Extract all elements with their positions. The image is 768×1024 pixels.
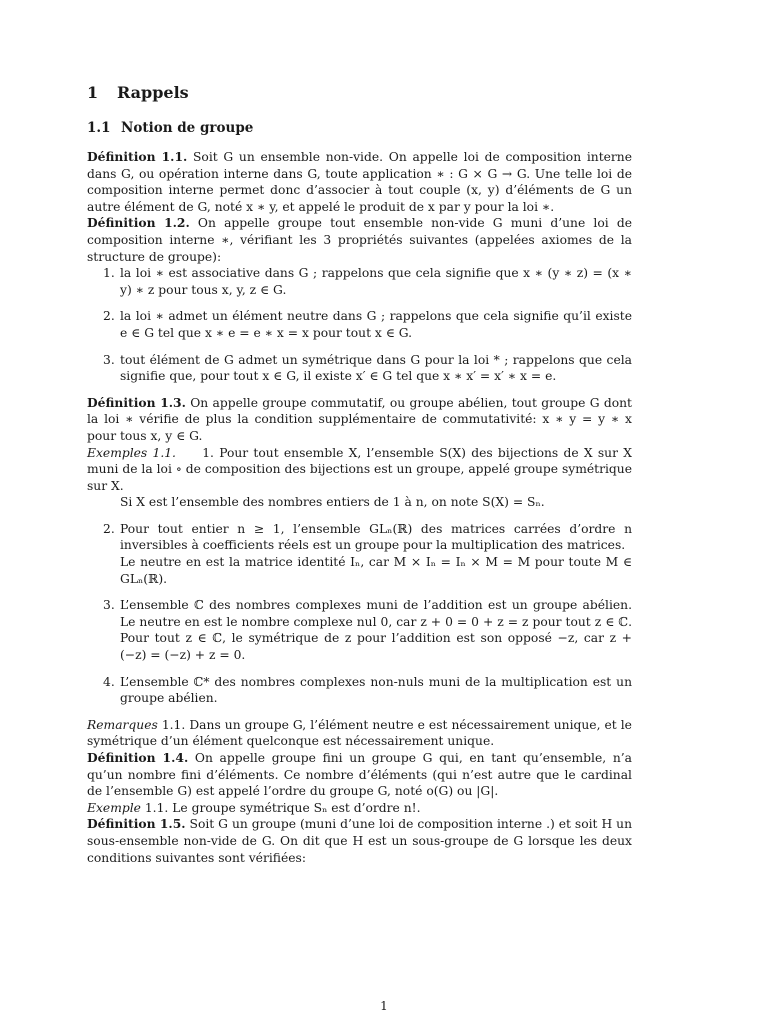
definition-text: On appelle groupe commutatif, ou groupe abélien, tout groupe G dont la loi ∗ vérifie de plus la condition supplémentaire de commutativité: x ∗ y = y ∗ x pour tous x, y ∈ G. <box>87 395 632 443</box>
page-number: 1 <box>380 999 388 1013</box>
list-item-text: la loi ∗ admet un élément neutre dans G ; rappelons que cela signifie qu’il existe e ∈ G tel que x ∗ e = e ∗ x = x pour tout x ∈ G. <box>120 309 632 340</box>
list-item-text: la loi ∗ est associative dans G ; rappelons que cela signifie que x ∗ (y ∗ z) = (x ∗ y) ∗ z pour tous x, y, z ∈ G. <box>120 266 632 297</box>
definition-label: Définition 1.5. <box>87 816 186 832</box>
list-number: 1. <box>103 266 115 281</box>
remarks-text: Dans un groupe G, l’élément neutre e est nécessairement unique, et le symétrique d’un élément quelconque est nécessairement unique. <box>87 717 632 749</box>
remarks-1-1 <box>87 717 632 750</box>
list-item <box>87 308 632 341</box>
list-item <box>87 674 632 707</box>
definition-text: On appelle groupe tout ensemble non-vide G muni d’une loi de composition interne ∗, vérifiant les 3 propriétés suivantes (appelées axiomes de la structure de groupe): <box>87 216 632 264</box>
example-number: 1.1. <box>144 800 169 815</box>
example-1-extra: Si X est l’ensemble des nombres entiers de 1 à n, on note S(X) = Sₙ. <box>120 495 545 510</box>
definition-text: Soit G un groupe (muni d’une loi de composition interne .) et soit H un sous-ensemble non-vide de G. On dit que H est un sous-groupe de G lorsque les deux conditions suivantes sont vérifiées: <box>87 817 632 865</box>
subsection-title: Notion de groupe <box>121 120 254 136</box>
definition-label: Définition 1.3. <box>87 394 186 410</box>
examples-block <box>87 445 632 707</box>
definition-label: Définition 1.1. <box>87 149 188 164</box>
list-item-text: Pour tout entier n ≥ 1, l’ensemble GLₙ(ℝ) des matrices carrées d’ordre n inversibles à coefficients réels est un groupe pour la multiplication des matrices. <box>120 521 632 553</box>
list-item <box>87 265 632 298</box>
remarks-label: Remarques <box>87 717 158 732</box>
definition-text: Soit G un ensemble non-vide. On appelle loi de composition interne dans G, ou opération interne dans G, toute application ∗ : G × G → G. Une telle loi de composition interne permet donc d’associer à tout couple (x, y) d’éléments de G un autre élément de G, noté x ∗ y, et appelé le produit de x par y pour la loi ∗. <box>87 150 632 214</box>
list-item <box>87 597 632 663</box>
definition-label: Définition 1.2. <box>87 215 190 231</box>
list-number: 2. <box>103 521 115 536</box>
list-item-text: L’ensemble ℂ* des nombres complexes non-nuls muni de la multiplication est un groupe abélien. <box>120 674 632 706</box>
section-heading <box>87 80 632 106</box>
list-number: 3. <box>103 598 115 613</box>
remarks-number: 1.1. <box>161 717 186 732</box>
example-label: Exemple <box>87 800 141 815</box>
definition-1-5 <box>87 816 632 866</box>
subsection-number: 1.1 <box>87 120 111 136</box>
group-axioms-list <box>87 265 632 385</box>
list-number: 3. <box>103 352 115 367</box>
definition-text: On appelle groupe fini un groupe G qui, en tant qu’ensemble, n’a qu’un nombre fini d’éléments. Ce nombre d’éléments (qui n’est autre que le cardinal de l’ensemble G) est appelé l’ordre du groupe G, noté o(G) ou |G|. <box>87 751 632 799</box>
list-item-text: Pour tout ensemble X, l’ensemble S(X) des bijections de X sur X muni de la loi ∘ de composition des bijections est un groupe, appelé groupe symétrique sur X. <box>87 445 632 493</box>
example-text: Le groupe symétrique Sₙ est d’ordre n!. <box>172 800 421 815</box>
list-item-text: L’ensemble ℂ des nombres complexes muni de l’addition est un groupe abélien. Le neutre en est le nombre complexe nul 0, car z + 0 = 0 + z = z pour tout z ∈ ℂ. Pour tout z ∈ ℂ, le symétrique de z pour l’addition est son opposé −z, car z + (−z) = (−z) + z = 0. <box>120 598 632 663</box>
list-number: 1. <box>202 445 214 460</box>
section-title: Rappels <box>117 83 189 102</box>
list-number: 4. <box>103 674 115 689</box>
list-item-text: tout élément de G admet un symétrique dans G pour la loi * ; rappelons que cela signifie que, pour tout x ∈ G, il existe x′ ∈ G tel que x ∗ x′ = x′ ∗ x = e. <box>120 352 632 384</box>
examples-list <box>87 521 632 707</box>
list-number: 2. <box>103 309 115 324</box>
subsection-heading <box>87 118 632 138</box>
list-item-extra: Le neutre en est la matrice identité Iₙ, car M × Iₙ = Iₙ × M = M pour toute M ∈ GLₙ(ℝ). <box>120 555 632 586</box>
list-item <box>87 521 632 587</box>
definition-1-3 <box>87 395 632 445</box>
list-item <box>87 352 632 385</box>
example-1 <box>87 445 632 495</box>
section-number: 1 <box>87 83 99 102</box>
examples-label: Exemples 1.1. <box>87 445 176 460</box>
document-page <box>87 80 632 866</box>
example-1-1 <box>87 800 632 817</box>
definition-1-4 <box>87 750 632 800</box>
definition-label: Définition 1.4. <box>87 750 189 765</box>
definition-1-1 <box>87 149 632 215</box>
definition-1-2 <box>87 215 632 265</box>
